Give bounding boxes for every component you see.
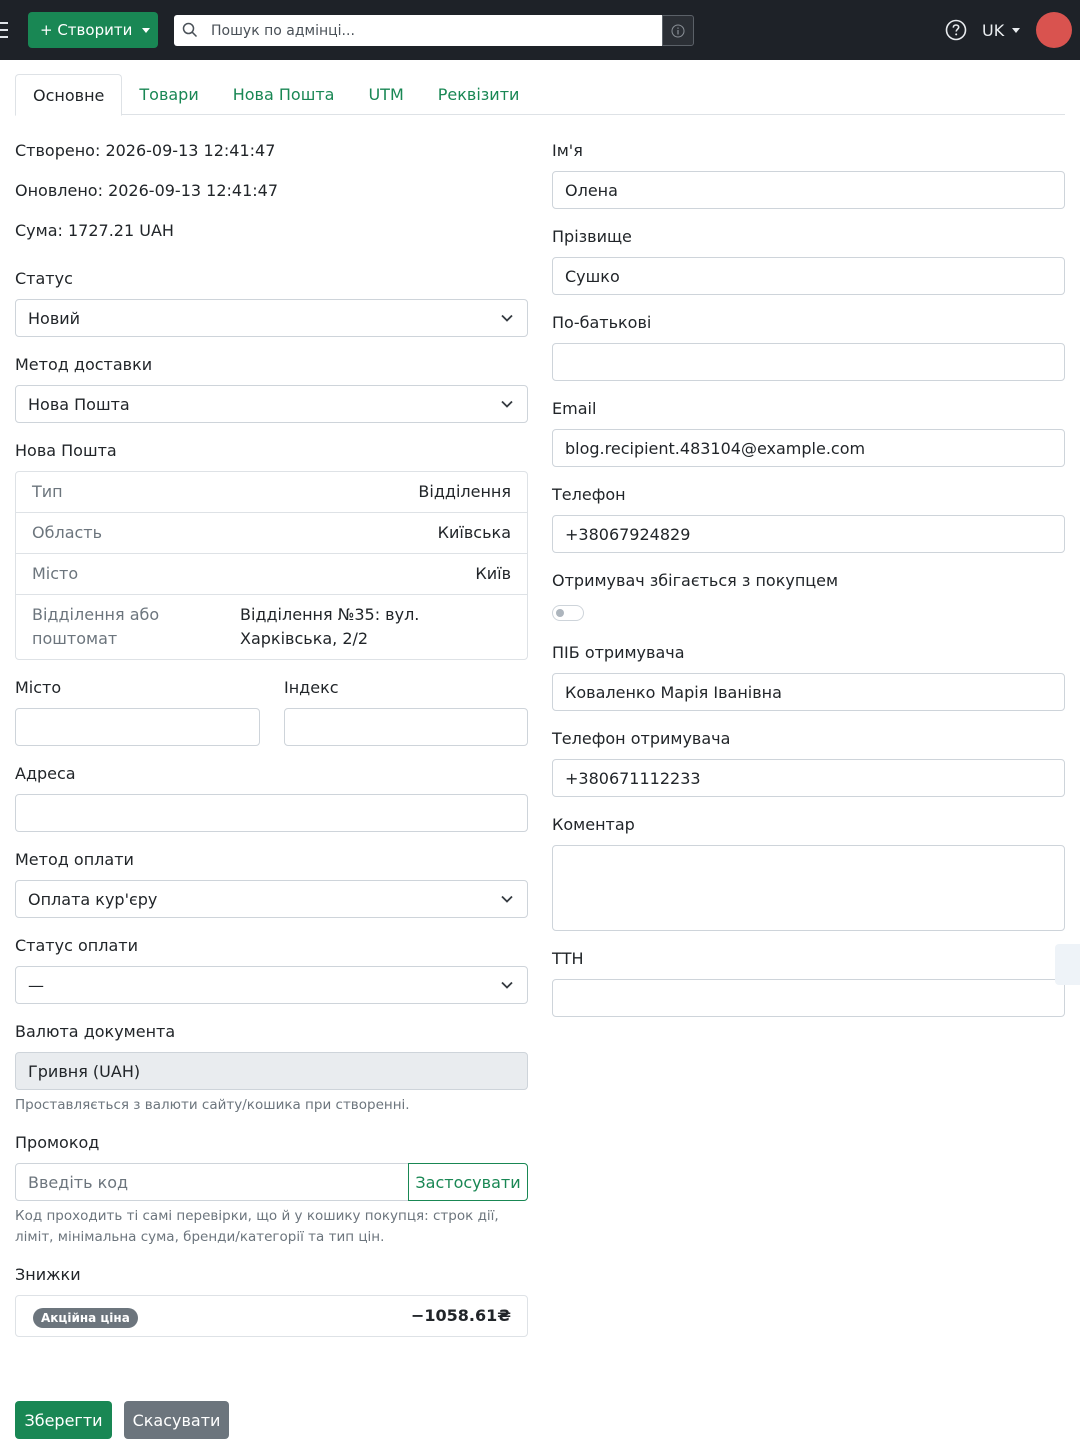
np-key: Відділення або поштомат: [32, 605, 160, 648]
payment-status-select[interactable]: [15, 966, 528, 1004]
np-key: Тип: [32, 482, 63, 501]
promo-label: Промокод: [15, 1133, 100, 1152]
table-row: [16, 513, 527, 554]
language-label: UK: [982, 20, 1005, 40]
first-name-label: Ім'я: [552, 141, 583, 160]
chevron-down-icon: [501, 980, 513, 990]
last-name-field[interactable]: Сушко: [552, 257, 1065, 295]
search-icon: [182, 22, 198, 38]
create-button[interactable]: [28, 12, 158, 48]
chevron-down-icon: [501, 894, 513, 904]
recipient-name-field[interactable]: Коваленко Марія Іванівна: [552, 673, 1065, 711]
discount-list: [15, 1295, 528, 1337]
city-field[interactable]: [15, 708, 260, 746]
promo-help-text: Код проходить ті самі перевірки, що й у кошику покупця: строк дії, ліміт, мінімальна сума, бренди/категорії та тип цін.: [15, 1208, 499, 1245]
question-circle-icon[interactable]: [945, 19, 967, 41]
caret-down-icon: [142, 28, 150, 33]
ttn-field[interactable]: [552, 979, 1065, 1017]
np-key: Місто: [32, 564, 79, 583]
avatar[interactable]: [1036, 12, 1072, 48]
search-info-button[interactable]: [662, 15, 694, 46]
payment-method-value: Оплата кур'єру: [28, 889, 158, 909]
np-value: Відділення №35: вул. Харківська, 2/2: [240, 605, 420, 648]
payment-status-value: —: [28, 975, 44, 995]
tab-products[interactable]: Товари: [139, 85, 199, 104]
phone-field[interactable]: +38067924829: [552, 515, 1065, 553]
np-value: Київська: [437, 523, 511, 542]
nova-poshta-table: [15, 471, 528, 660]
comment-label: Коментар: [552, 815, 635, 834]
tab-requisites[interactable]: Реквізити: [437, 85, 520, 104]
delivery-select[interactable]: [15, 385, 528, 423]
np-value: Київ: [475, 564, 511, 583]
tab-utm[interactable]: UTM: [368, 85, 404, 104]
delivery-label: Метод доставки: [15, 355, 153, 374]
recipient-name-label: ПІБ отримувача: [552, 643, 685, 662]
info-icon: [671, 24, 685, 38]
discounts-label: Знижки: [15, 1265, 81, 1284]
nova-poshta-label: Нова Пошта: [15, 441, 117, 460]
top-navbar: [0, 0, 1080, 60]
np-key: Область: [32, 523, 103, 542]
discount-badge: Акційна ціна: [33, 1308, 138, 1328]
tab-main[interactable]: Основне: [15, 74, 122, 116]
updated-date: Оновлено: 2026-09-13 12:41:47: [15, 181, 278, 200]
index-field[interactable]: [284, 708, 528, 746]
recipient-phone-field[interactable]: +380671112233: [552, 759, 1065, 797]
patronymic-label: По-батькові: [552, 313, 652, 332]
payment-method-label: Метод оплати: [15, 850, 134, 869]
recipient-same-label: Отримувач збігається з покупцем: [552, 571, 839, 590]
recipient-phone-label: Телефон отримувача: [552, 729, 731, 748]
np-value: Відділення: [418, 482, 511, 501]
apply-promo-button[interactable]: Застосувати: [408, 1163, 528, 1201]
currency-field: Гривня (UAH): [15, 1052, 528, 1090]
payment-method-select[interactable]: [15, 880, 528, 918]
language-dropdown[interactable]: [982, 19, 1020, 41]
city-label: Місто: [15, 678, 62, 697]
last-name-label: Прізвище: [552, 227, 632, 246]
menu-icon[interactable]: [0, 22, 8, 38]
currency-label: Валюта документа: [15, 1022, 176, 1041]
discount-amount: −1058.61₴: [410, 1306, 511, 1325]
delivery-value: Нова Пошта: [28, 394, 130, 414]
table-row: [16, 472, 527, 513]
ttn-label: ТТН: [552, 949, 584, 968]
chevron-down-icon: [501, 313, 513, 323]
status-value: Новий: [28, 308, 81, 328]
status-label: Статус: [15, 269, 73, 288]
search-box: [174, 15, 662, 46]
payment-status-label: Статус оплати: [15, 936, 138, 955]
phone-label: Телефон: [552, 485, 626, 504]
status-select[interactable]: [15, 299, 528, 337]
comment-textarea[interactable]: [552, 845, 1065, 931]
toggle-knob: [556, 609, 564, 617]
tab-nova-poshta[interactable]: Нова Пошта: [232, 85, 335, 104]
table-row: [16, 554, 527, 595]
cancel-button[interactable]: Скасувати: [124, 1401, 229, 1439]
address-field[interactable]: [15, 794, 528, 832]
index-label: Індекс: [284, 678, 339, 697]
first-name-field[interactable]: Олена: [552, 171, 1065, 209]
recipient-same-toggle[interactable]: [552, 605, 584, 621]
chevron-down-icon: [501, 399, 513, 409]
order-sum: Сума: 1727.21 UAH: [15, 221, 174, 240]
table-row: [16, 595, 527, 659]
tab-bar: [15, 74, 1065, 115]
email-label: Email: [552, 399, 597, 418]
create-button-label: + Створити: [40, 21, 133, 39]
save-button[interactable]: Зберегти: [15, 1401, 112, 1439]
promo-code-input[interactable]: [15, 1163, 409, 1201]
caret-down-icon: [1012, 28, 1020, 33]
currency-help-text: Проставляється з валюти сайту/кошика при створенні.: [15, 1097, 410, 1113]
address-label: Адреса: [15, 764, 76, 783]
patronymic-field[interactable]: [552, 343, 1065, 381]
search-input[interactable]: [211, 15, 651, 46]
created-date: Створено: 2026-09-13 12:41:47: [15, 141, 276, 160]
scroll-to-top-handle[interactable]: [1055, 944, 1080, 985]
email-field[interactable]: blog.recipient.483104@example.com: [552, 429, 1065, 467]
